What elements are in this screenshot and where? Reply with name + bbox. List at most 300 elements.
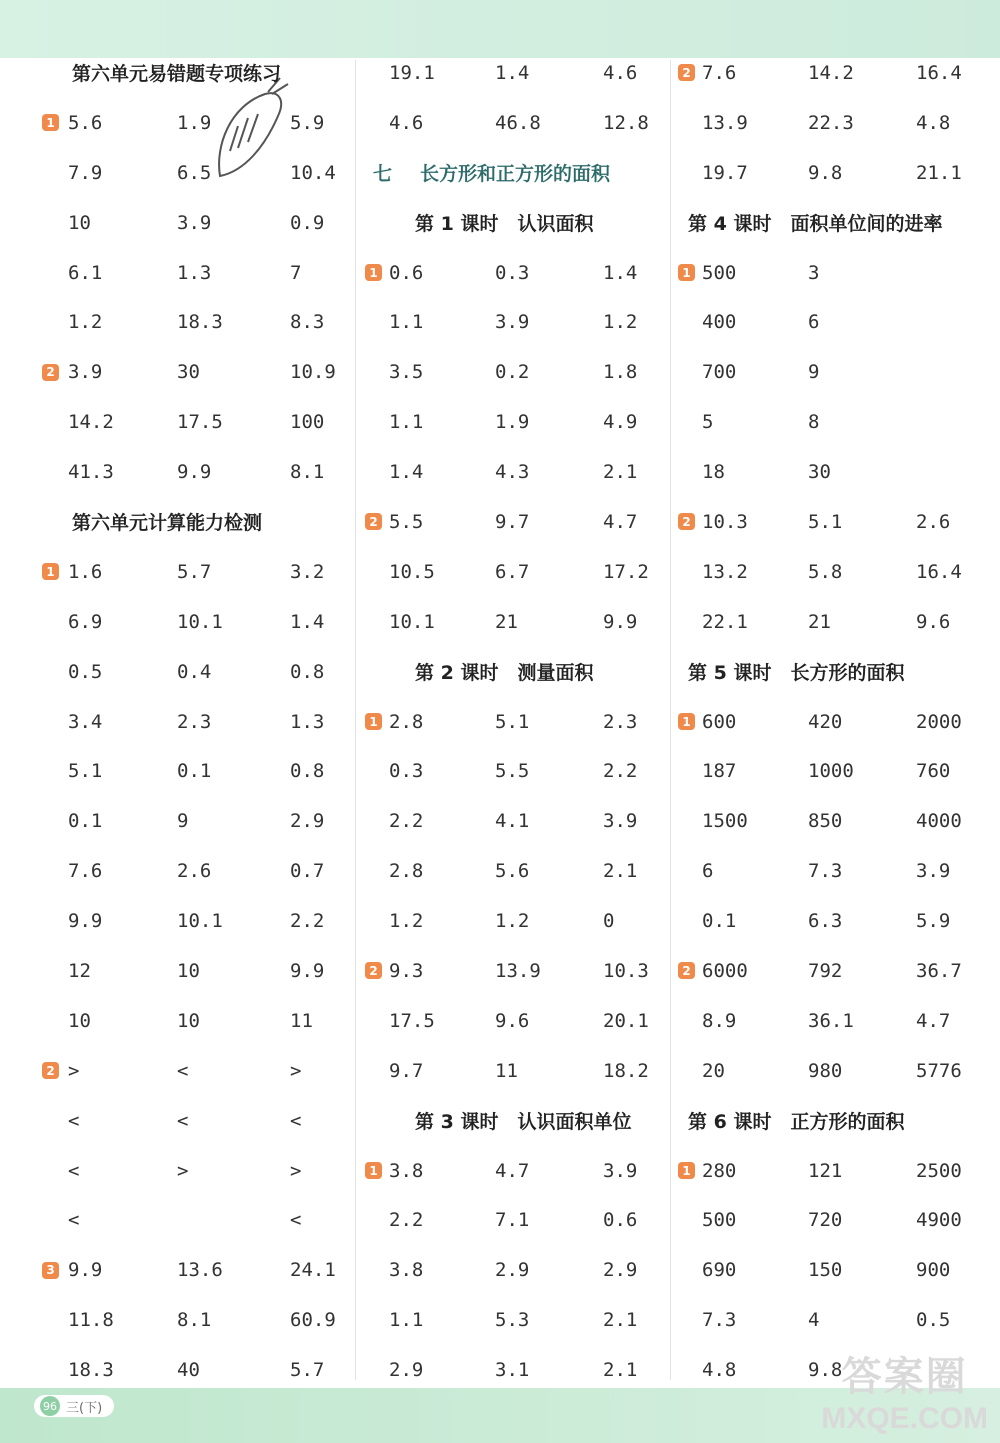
answer-cell: < (68, 1109, 80, 1132)
answer-cell: 5.9 (916, 910, 951, 933)
answer-cell: 10.9 (290, 361, 336, 384)
answer-row (678, 996, 993, 1046)
answer-cell: 5.6 (495, 860, 530, 883)
answer-row (40, 547, 345, 597)
answer-cell: 7.1 (495, 1209, 530, 1232)
answer-row (365, 347, 665, 397)
answer-cell: 9.6 (495, 1009, 530, 1032)
column-divider-1 (355, 60, 356, 1380)
answer-cell: 3.8 (389, 1259, 424, 1282)
answer-cell: 6.7 (495, 560, 530, 583)
answer-cell: 0.1 (702, 910, 737, 933)
answer-cell: 9.9 (603, 610, 638, 633)
answer-cell: 2500 (916, 1159, 962, 1182)
answer-row (40, 397, 345, 447)
answer-cell: 5.9 (290, 111, 325, 134)
answer-cell: 8.1 (177, 1309, 212, 1332)
answer-row (40, 447, 345, 497)
answer-cell: 4000 (916, 810, 962, 833)
answer-cell: 7.6 (68, 860, 103, 883)
answer-cell: > (68, 1059, 80, 1082)
answer-cell: 9.3 (389, 959, 424, 982)
answer-cell: < (68, 1209, 80, 1232)
answer-cell: 4 (808, 1309, 820, 1332)
section-heading-row (678, 198, 993, 248)
answer-cell: 60.9 (290, 1309, 336, 1332)
answer-row (678, 48, 993, 98)
section-heading-row (678, 1096, 993, 1146)
answer-cell: 7.6 (702, 61, 737, 84)
answer-cell: 30 (808, 461, 831, 484)
answer-cell: 10.1 (177, 610, 223, 633)
section-heading: 第 2 课时 测量面积 (415, 662, 594, 685)
answer-row (678, 497, 993, 547)
answer-row (365, 597, 665, 647)
answer-cell: 22.3 (808, 111, 854, 134)
answer-row (40, 796, 345, 846)
answer-cell: 1.3 (177, 261, 212, 284)
answer-cell: 1.9 (177, 111, 212, 134)
answer-cell: 2.9 (495, 1259, 530, 1282)
answer-cell: 9.7 (495, 510, 530, 533)
answer-cell: 187 (702, 760, 737, 783)
answer-row (40, 1096, 345, 1146)
answer-row (678, 1245, 993, 1295)
answer-cell: 0.3 (495, 261, 530, 284)
answer-cell: 280 (702, 1159, 737, 1182)
answer-cell: 2.2 (389, 1209, 424, 1232)
answer-cell: 10.1 (389, 610, 435, 633)
answer-cell: 0.9 (290, 211, 325, 234)
section-heading: 第六单元计算能力检测 (72, 512, 263, 535)
answer-row (365, 297, 665, 347)
answer-row (365, 48, 665, 98)
answer-cell: 17.5 (389, 1009, 435, 1032)
answer-cell: 21 (808, 610, 831, 633)
answer-row (678, 248, 993, 298)
answer-cell: > (290, 1059, 302, 1082)
answer-row (678, 697, 993, 747)
answer-cell: 2.9 (389, 1359, 424, 1382)
answer-row (678, 896, 993, 946)
answer-cell: 0 (603, 910, 615, 933)
answer-cell: 10 (177, 959, 200, 982)
question-number-badge: 1 (678, 264, 695, 281)
section-heading-row (365, 1096, 665, 1146)
question-number-badge: 1 (365, 1162, 382, 1179)
answer-row (365, 1146, 665, 1196)
section-heading-row (365, 198, 665, 248)
answer-cell: 2.1 (603, 461, 638, 484)
answer-cell: 16.4 (916, 61, 962, 84)
grade-label: 三(下) (66, 1400, 103, 1416)
answer-cell: 1.1 (389, 311, 424, 334)
answer-cell: 11.8 (68, 1309, 114, 1332)
answer-row (40, 1046, 345, 1096)
answer-cell: 8.9 (702, 1009, 737, 1032)
answer-cell: 1.3 (290, 710, 325, 733)
section-heading-row (40, 48, 345, 98)
answer-row (365, 796, 665, 846)
answer-cell: 19.7 (702, 161, 748, 184)
answer-cell: 1.8 (603, 361, 638, 384)
answer-row (678, 98, 993, 148)
answer-cell: 3.2 (290, 560, 325, 583)
section-heading: 第 5 课时 长方形的面积 (688, 662, 905, 685)
answer-cell: 11 (495, 1059, 518, 1082)
answer-cell: 3.9 (177, 211, 212, 234)
answer-row (678, 1195, 993, 1245)
answer-row (678, 846, 993, 896)
answer-cell: > (177, 1159, 189, 1182)
answer-cell: 3.4 (68, 710, 103, 733)
chapter-number: 七 (373, 163, 393, 186)
answer-cell: 2.2 (290, 910, 325, 933)
answer-cell: 1.9 (495, 411, 530, 434)
answer-cell: 0.8 (290, 660, 325, 683)
answer-cell: 1.2 (495, 910, 530, 933)
answer-cell: 2.2 (603, 760, 638, 783)
answer-cell: 6.9 (68, 610, 103, 633)
question-number-badge: 2 (678, 962, 695, 979)
answer-cell: 30 (177, 361, 200, 384)
answer-cell: 4.6 (389, 111, 424, 134)
answer-cell: 21 (495, 610, 518, 633)
answer-cell: 6000 (702, 959, 748, 982)
answer-cell: 500 (702, 261, 737, 284)
answer-cell: 17.2 (603, 560, 649, 583)
answer-cell: 1.4 (389, 461, 424, 484)
answer-cell: 2000 (916, 710, 962, 733)
answer-cell: 100 (290, 411, 325, 434)
answer-cell: 1500 (702, 810, 748, 833)
answer-cell: 2.6 (916, 510, 951, 533)
answer-cell: 0.6 (389, 261, 424, 284)
answer-cell: 4.9 (603, 411, 638, 434)
answer-cell: 2.2 (389, 810, 424, 833)
question-number-badge: 1 (365, 713, 382, 730)
question-number-badge: 2 (365, 962, 382, 979)
answer-cell: 10.1 (177, 910, 223, 933)
answer-row (678, 597, 993, 647)
answer-row (365, 1295, 665, 1345)
question-number-badge: 1 (365, 264, 382, 281)
answer-cell: 10.5 (389, 560, 435, 583)
answer-row (365, 98, 665, 148)
answer-cell: 9 (808, 361, 820, 384)
answer-row (40, 697, 345, 747)
answer-cell: 5 (702, 411, 714, 434)
answer-row (365, 1195, 665, 1245)
answer-row (40, 946, 345, 996)
answer-cell: 46.8 (495, 111, 541, 134)
answer-cell: 900 (916, 1259, 951, 1282)
answer-cell: > (290, 1159, 302, 1182)
answer-cell: 0.5 (68, 660, 103, 683)
question-number-badge: 2 (678, 513, 695, 530)
answer-row (678, 1146, 993, 1196)
answer-cell: 500 (702, 1209, 737, 1232)
answer-cell: 9.9 (290, 959, 325, 982)
answer-row (678, 148, 993, 198)
answer-cell: 13.2 (702, 560, 748, 583)
chapter-heading-row (365, 148, 665, 198)
answer-cell: 24.1 (290, 1259, 336, 1282)
answer-cell: 18 (702, 461, 725, 484)
answer-row (365, 946, 665, 996)
answer-cell: 5.1 (808, 510, 843, 533)
answer-cell: 21.1 (916, 161, 962, 184)
answer-cell: 9.8 (808, 1359, 843, 1382)
answer-cell: 1.2 (603, 311, 638, 334)
answer-cell: 9.8 (808, 161, 843, 184)
answer-row (40, 896, 345, 946)
answer-cell: 2.1 (603, 860, 638, 883)
answer-cell: 9.7 (389, 1059, 424, 1082)
answer-row (678, 547, 993, 597)
answer-cell: 4.8 (702, 1359, 737, 1382)
question-number-badge: 2 (365, 513, 382, 530)
answer-cell: 17.5 (177, 411, 223, 434)
answer-row (365, 547, 665, 597)
answer-cell: 3.9 (495, 311, 530, 334)
answer-cell: 20 (702, 1059, 725, 1082)
section-heading: 第 1 课时 认识面积 (415, 213, 594, 236)
answer-cell: 720 (808, 1209, 843, 1232)
answer-row (678, 1046, 993, 1096)
answer-cell: 0.6 (603, 1209, 638, 1232)
answer-cell: 2.8 (389, 860, 424, 883)
answer-cell: 4900 (916, 1209, 962, 1232)
answer-cell: 0.1 (68, 810, 103, 833)
answer-cell: 20.1 (603, 1009, 649, 1032)
answer-cell: 11 (290, 1009, 313, 1032)
watermark-title: 答案圈 (841, 1354, 968, 1400)
answer-cell: 0.8 (290, 760, 325, 783)
question-number-badge: 1 (42, 563, 59, 580)
answer-cell: 3.5 (389, 361, 424, 384)
answer-row (365, 1046, 665, 1096)
answer-cell: 13.6 (177, 1259, 223, 1282)
answer-cell: 10.3 (702, 510, 748, 533)
section-heading-row (365, 647, 665, 697)
answer-cell: 0.3 (389, 760, 424, 783)
answer-cell: 6 (808, 311, 820, 334)
answer-row (40, 297, 345, 347)
answer-cell: 10 (177, 1009, 200, 1032)
answer-cell: 36.1 (808, 1009, 854, 1032)
answer-cell: 700 (702, 361, 737, 384)
answer-cell: 6 (702, 860, 714, 883)
answer-row (678, 297, 993, 347)
answer-cell: 5.7 (290, 1359, 325, 1382)
answer-cell: 0.7 (290, 860, 325, 883)
answer-cell: 690 (702, 1259, 737, 1282)
answer-cell: 12.8 (603, 111, 649, 134)
answer-cell: 1000 (808, 760, 854, 783)
answer-cell: 4.3 (495, 461, 530, 484)
answer-cell: 5776 (916, 1059, 962, 1082)
answer-cell: 150 (808, 1259, 843, 1282)
section-heading: 第 3 课时 认识面积单位 (415, 1111, 632, 1134)
answer-cell: 2.3 (177, 710, 212, 733)
answer-cell: 2.8 (389, 710, 424, 733)
column-divider-2 (670, 60, 671, 1380)
answer-cell: 16.4 (916, 560, 962, 583)
answer-row (40, 1295, 345, 1345)
answer-cell: 400 (702, 311, 737, 334)
answer-row (40, 98, 345, 148)
answer-cell: 4.7 (603, 510, 638, 533)
answer-row (40, 248, 345, 298)
answer-cell: 5.7 (177, 560, 212, 583)
answer-cell: 0.1 (177, 760, 212, 783)
answer-cell: 9.6 (916, 610, 951, 633)
answer-cell: 0.5 (916, 1309, 951, 1332)
answer-row (40, 347, 345, 397)
answer-cell: 4.8 (916, 111, 951, 134)
answer-cell: 3 (808, 261, 820, 284)
answer-cell: 3.9 (68, 361, 103, 384)
answer-cell: 5.5 (389, 510, 424, 533)
answer-cell: 0.4 (177, 660, 212, 683)
question-number-badge: 1 (42, 114, 59, 131)
answer-row (40, 597, 345, 647)
answer-cell: 1.4 (290, 610, 325, 633)
answer-row (678, 946, 993, 996)
question-number-badge: 2 (42, 1062, 59, 1079)
answer-cell: 2.6 (177, 860, 212, 883)
answer-row (40, 746, 345, 796)
answer-cell: 9.9 (68, 1259, 103, 1282)
answer-cell: 792 (808, 959, 843, 982)
section-heading: 第六单元易错题专项练习 (72, 63, 282, 86)
answer-cell: < (290, 1109, 302, 1132)
answer-cell: 2.1 (603, 1359, 638, 1382)
page-number: 96 (40, 1396, 60, 1416)
answer-cell: 3.9 (603, 1159, 638, 1182)
answer-cell: 8.1 (290, 461, 325, 484)
answer-row (40, 1195, 345, 1245)
answer-cell: < (177, 1059, 189, 1082)
answer-cell: 18.3 (68, 1359, 114, 1382)
question-number-badge: 1 (678, 1162, 695, 1179)
answer-cell: 600 (702, 710, 737, 733)
answer-cell: 1.4 (603, 261, 638, 284)
answer-cell: 8.3 (290, 311, 325, 334)
answer-row (365, 896, 665, 946)
answer-cell: 760 (916, 760, 951, 783)
answer-cell: 1.1 (389, 411, 424, 434)
answer-cell: 3.9 (603, 810, 638, 833)
answer-cell: 4.7 (495, 1159, 530, 1182)
question-number-badge: 1 (678, 713, 695, 730)
answer-cell: 12 (68, 959, 91, 982)
answer-cell: 7.3 (808, 860, 843, 883)
section-heading-row (678, 647, 993, 697)
answer-row (40, 148, 345, 198)
answer-cell: 3.1 (495, 1359, 530, 1382)
answer-row (40, 996, 345, 1046)
answer-row (678, 447, 993, 497)
answer-row (365, 497, 665, 547)
section-heading: 第 6 课时 正方形的面积 (688, 1111, 905, 1134)
answer-cell: 1.2 (68, 311, 103, 334)
answer-row (40, 1146, 345, 1196)
answer-cell: 9.9 (68, 910, 103, 933)
answer-cell: 5.1 (68, 760, 103, 783)
answer-cell: 2.9 (603, 1259, 638, 1282)
question-number-badge: 3 (42, 1262, 59, 1279)
answer-cell: 5.5 (495, 760, 530, 783)
section-heading-row (40, 497, 345, 547)
answer-cell: 6.5 (177, 161, 212, 184)
column-middle (365, 48, 665, 1395)
answer-cell: 22.1 (702, 610, 748, 633)
answer-row (678, 796, 993, 846)
answer-cell: < (290, 1209, 302, 1232)
answer-row (365, 447, 665, 497)
answer-row (365, 996, 665, 1046)
chapter-title: 长方形和正方形的面积 (420, 163, 611, 186)
answer-cell: 10 (68, 1009, 91, 1032)
answer-cell: 0.2 (495, 361, 530, 384)
answer-cell: 1.6 (68, 560, 103, 583)
answer-cell: 5.8 (808, 560, 843, 583)
answer-row (40, 846, 345, 896)
answer-cell: 6.3 (808, 910, 843, 933)
answer-row (365, 697, 665, 747)
answer-cell: < (68, 1159, 80, 1182)
answer-cell: 10.4 (290, 161, 336, 184)
watermark (821, 1345, 988, 1436)
column-right (678, 48, 993, 1395)
answer-cell: 13.9 (702, 111, 748, 134)
answer-row (40, 198, 345, 248)
answer-row (365, 248, 665, 298)
answer-cell: 9 (177, 810, 189, 833)
answer-cell: 1.2 (389, 910, 424, 933)
answer-row (678, 397, 993, 447)
answer-cell: 8 (808, 411, 820, 434)
answer-cell: 5.6 (68, 111, 103, 134)
answer-row (678, 347, 993, 397)
answer-cell: 13.9 (495, 959, 541, 982)
page-number-badge (34, 1395, 114, 1417)
answer-row (365, 1245, 665, 1295)
answer-cell: 980 (808, 1059, 843, 1082)
answer-cell: 14.2 (68, 411, 114, 434)
answer-cell: 4.6 (603, 61, 638, 84)
answer-cell: 41.3 (68, 461, 114, 484)
answer-cell: 7 (290, 261, 302, 284)
answer-cell: 5.1 (495, 710, 530, 733)
answer-cell: 6.1 (68, 261, 103, 284)
answer-cell: 9.9 (177, 461, 212, 484)
answer-cell: 36.7 (916, 959, 962, 982)
question-number-badge: 2 (42, 364, 59, 381)
answer-cell: 420 (808, 710, 843, 733)
answer-cell: 18.2 (603, 1059, 649, 1082)
answer-cell: 7.3 (702, 1309, 737, 1332)
answer-cell: 850 (808, 810, 843, 833)
answer-cell: 19.1 (389, 61, 435, 84)
answer-cell: 40 (177, 1359, 200, 1382)
answer-cell: 2.1 (603, 1309, 638, 1332)
answer-cell: 10.3 (603, 959, 649, 982)
answer-row (40, 1245, 345, 1295)
answer-row (40, 647, 345, 697)
